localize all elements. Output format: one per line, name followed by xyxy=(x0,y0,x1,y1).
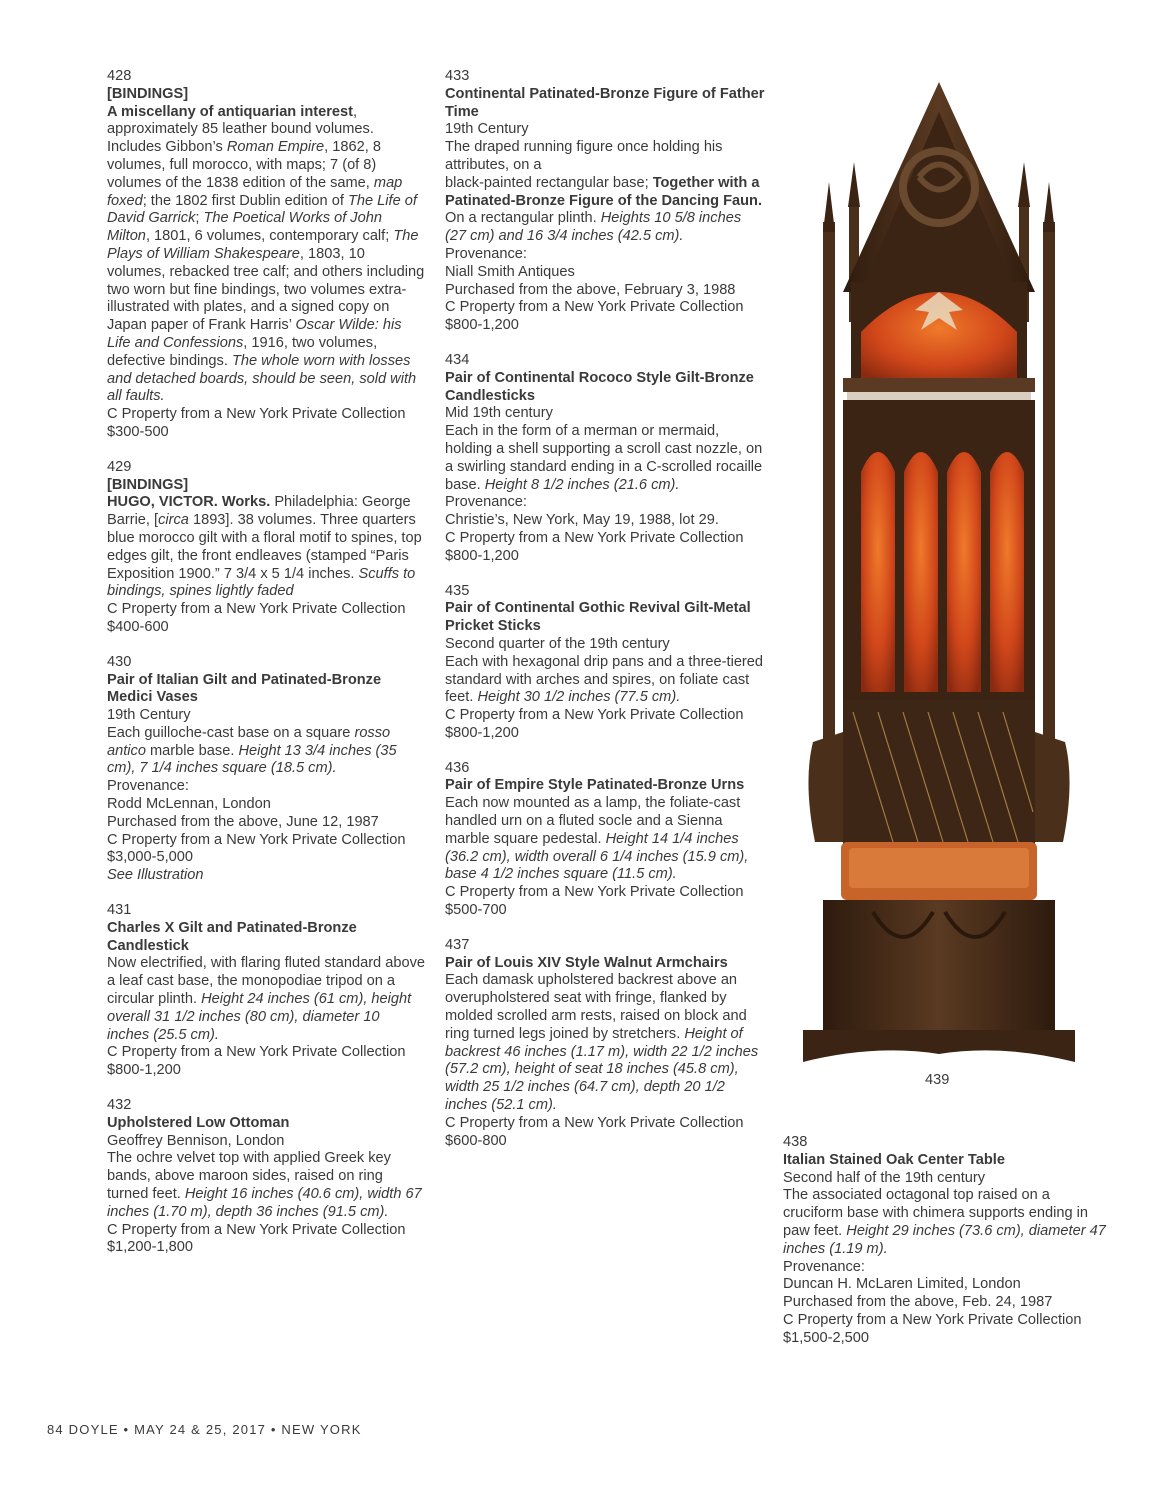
lot-title: Pair of Italian Gilt and Patinated-Bronze Medici Vases xyxy=(107,671,382,706)
description-italic: Height 29 inches (73.6 cm), diameter 47 inches (1.19 m). xyxy=(783,1222,1106,1257)
lot-estimate: $300-500 xyxy=(107,423,169,440)
lot-description xyxy=(445,654,765,707)
lot-estimate: $1,500-2,500 xyxy=(783,1329,870,1346)
lot-number: 434 xyxy=(445,351,470,368)
description-italic: The Plays of William Shakespeare xyxy=(107,228,419,262)
column-left xyxy=(107,68,425,1274)
description-text: The associated octagonal top raised on a cruciform base with chimera supports ending in paw feet. xyxy=(783,1187,1088,1239)
provenance-label: Provenance: xyxy=(445,494,527,511)
provenance-label: Provenance: xyxy=(445,245,527,262)
lot-description xyxy=(445,972,765,1114)
provenance-label: Provenance: xyxy=(107,778,189,795)
lot-estimate: $800-1,200 xyxy=(445,317,519,334)
lot-description xyxy=(445,423,765,494)
description-italic: rosso antico xyxy=(107,724,391,759)
description-italic: The whole worn with losses and detached boards, should be seen, sold with all faults. xyxy=(107,352,417,405)
lot-title: Pair of Continental Gothic Revival Gilt-Metal Pricket Sticks xyxy=(445,600,751,635)
lot-number: 437 xyxy=(445,936,470,953)
description-text: , 1862, 8 volumes, full morocco, with maps; 7 (of 8) volumes of the 1838 edition of the same, xyxy=(107,139,381,191)
description-text: The ochre velvet top with applied Greek key bands, above maroon sides, raised on ring turned feet. xyxy=(107,1150,391,1203)
description-italic: Height 13 3/4 inches (35 cm), 7 1/4 inches square (18.5 cm). xyxy=(107,742,397,777)
description-text: Philadelphia: George Barrie, [ xyxy=(107,494,411,529)
description-bold: Together with a Patinated-Bronze Figure of the Dancing Faun. xyxy=(445,174,763,209)
lot-number: 428 xyxy=(107,68,132,84)
lot-property: C Property from a New York Private Collection xyxy=(445,1114,744,1131)
description-italic: Height 24 inches (61 cm), height overall 31 1/2 inches (80 cm), diameter 10 inches (25.5 cm). xyxy=(107,991,412,1043)
lot-description xyxy=(107,1150,425,1221)
lot-title: Pair of Continental Rococo Style Gilt-Bronze Candlesticks xyxy=(445,369,754,404)
lot-property: C Property from a New York Private Collection xyxy=(445,707,744,724)
lot-436 xyxy=(445,760,765,920)
description-text: , 1801, 6 volumes, contemporary calf; xyxy=(145,228,394,245)
provenance-entry: Duncan H. McLaren Limited, London xyxy=(783,1276,1021,1293)
description-italic: Height 30 1/2 inches (77.5 cm). xyxy=(477,689,681,706)
lot-title: Charles X Gilt and Patinated-Bronze Candlestick xyxy=(107,919,357,954)
lot-property: C Property from a New York Private Collection xyxy=(107,406,406,423)
lot-description: The draped running figure once holding his attributes, on a xyxy=(445,139,723,173)
lot-number: 436 xyxy=(445,759,470,776)
lot-estimate: $1,200-1,800 xyxy=(107,1239,194,1256)
lot-note: See Illustration xyxy=(107,867,204,884)
description-italic: Height 8 1/2 inches (21.6 cm). xyxy=(484,476,680,493)
lot-429 xyxy=(107,459,425,637)
lot-title: Pair of Empire Style Patinated-Bronze Urns xyxy=(445,777,745,794)
lot-date: 19th Century xyxy=(445,121,529,138)
lot-433 xyxy=(445,68,765,335)
lot-property: C Property from a New York Private Collection xyxy=(445,299,744,316)
lot-description xyxy=(445,175,765,246)
lot-number: 438 xyxy=(783,1134,808,1150)
lot-title: Continental Patinated-Bronze Figure of Father Time xyxy=(445,85,765,120)
lot-description xyxy=(107,494,425,601)
description-text: , approximately 85 leather bound volumes. Includes Gibbon’s xyxy=(107,103,374,156)
illustration-caption: 439 xyxy=(925,1072,950,1088)
lot-number: 433 xyxy=(445,68,470,84)
lot-category: [BINDINGS] xyxy=(107,85,189,102)
lot-434 xyxy=(445,352,765,566)
description-text: black-painted rectangular base; xyxy=(445,174,653,191)
page-footer: 84 DOYLE • MAY 24 & 25, 2017 • NEW YORK xyxy=(47,1422,362,1437)
description-italic: Height 14 1/4 inches (36.2 cm), width overall 6 1/4 inches (15.9 cm), base 4 1/2 inches square (11.5 cm). xyxy=(445,830,749,883)
provenance-label: Provenance: xyxy=(783,1258,865,1275)
lot-437 xyxy=(445,937,765,1151)
lot-property: C Property from a New York Private Collection xyxy=(107,831,406,848)
lot-property: C Property from a New York Private Collection xyxy=(107,1044,406,1061)
description-text: Each in the form of a merman or mermaid, holding a shell supporting a scroll cast nozzle, on a swirling standard ending in a C-scrolled rocaille base. xyxy=(445,423,763,493)
lot-property: C Property from a New York Private Collection xyxy=(107,1221,406,1238)
description-text: marble base. xyxy=(145,742,239,759)
lot-property: C Property from a New York Private Collection xyxy=(445,529,744,546)
lot-estimate: $600-800 xyxy=(445,1132,507,1149)
lot-description xyxy=(445,795,765,884)
lot-435 xyxy=(445,583,765,743)
lot-estimate: $400-600 xyxy=(107,618,169,635)
lot-title: Upholstered Low Ottoman xyxy=(107,1114,290,1131)
lot-date: Second quarter of the 19th century xyxy=(445,635,670,652)
lot-date: 19th Century xyxy=(107,707,191,724)
description-italic: Scuffs to bindings, spines lightly faded xyxy=(107,565,416,600)
description-italic: circa xyxy=(158,512,189,529)
gothic-chair-illustration xyxy=(803,82,1075,1062)
description-text: Each guilloche-cast base on a square xyxy=(107,724,355,741)
lot-property: C Property from a New York Private Collection xyxy=(107,601,406,618)
provenance-entry: Rodd McLennan, London xyxy=(107,796,271,813)
description-italic: Oscar Wilde: his Life and Confessions xyxy=(107,317,402,351)
lot-maker: Geoffrey Bennison, London xyxy=(107,1132,285,1149)
lot-description xyxy=(107,955,425,1044)
seat-cushion xyxy=(841,842,1037,900)
lot-title: HUGO, VICTOR. Works. xyxy=(107,494,271,511)
lot-title: A miscellany of antiquarian interest xyxy=(107,103,353,120)
lot-description xyxy=(107,104,425,407)
provenance-entry: Purchased from the above, Feb. 24, 1987 xyxy=(783,1294,1053,1311)
description-italic: Heights 10 5/8 inches (27 cm) and 16 3/4 inches (42.5 cm). xyxy=(445,210,742,245)
lot-number: 431 xyxy=(107,902,132,919)
lot-estimate: $800-1,200 xyxy=(107,1062,181,1079)
column-middle xyxy=(445,68,765,1167)
lot-date: Mid 19th century xyxy=(445,405,553,422)
lot-description xyxy=(107,725,425,778)
lot-431 xyxy=(107,902,425,1080)
description-text: On a rectangular plinth. xyxy=(445,210,601,227)
chair-frame xyxy=(803,82,1075,1062)
description-italic: The Life of David Garrick xyxy=(107,192,417,227)
lot-428 xyxy=(107,68,425,442)
description-text: 1893]. 38 volumes. Three quarters blue morocco gilt with a floral motif to spines, top edges gilt, the front endleaves (stamped “Paris Exposition 1900.” 7 3/4 x 5 1/4 inches. xyxy=(107,512,422,582)
description-italic: map foxed xyxy=(107,174,403,209)
lot-description xyxy=(783,1187,1113,1258)
lot-number: 430 xyxy=(107,653,132,670)
lot-title: Italian Stained Oak Center Table xyxy=(783,1151,1005,1168)
provenance-entry: Purchased from the above, June 12, 1987 xyxy=(107,813,379,830)
description-text: Each damask upholstered backrest above an overupholstered seat with fringe, flanked by molded scrolled arm rests, raised on block and ring turned legs joined by stretchers. xyxy=(445,972,747,1042)
provenance-entry: Purchased from the above, February 3, 1988 xyxy=(445,281,736,298)
lot-estimate: $800-1,200 xyxy=(445,547,519,564)
lot-number: 432 xyxy=(107,1097,132,1114)
lot-estimate: $3,000-5,000 xyxy=(107,849,194,866)
description-text: , 1803, 10 volumes, rebacked tree calf; and others including two worn but fine bindings, two volumes extra-illustrated with plates, and a signed copy on Japan paper of Frank Harris’ xyxy=(107,245,425,334)
lot-category: [BINDINGS] xyxy=(107,476,189,493)
lot-estimate: $800-1,200 xyxy=(445,724,519,741)
description-italic: Height of backrest 46 inches (1.17 m), width 22 1/2 inches (57.2 cm), height of seat 18 inches (45.8 cm), width 25 1/2 inches (64.7 cm), depth 20 1/2 inches (52.1 cm). xyxy=(445,1025,759,1114)
description-text: Now electrified, with flaring fluted standard above a leaf cast base, the monopodiae tripod on a circular plinth. xyxy=(107,955,425,1008)
description-text: Each with hexagonal drip pans and a three-tiered standard with arches and spires, on foliate cast feet. xyxy=(445,653,764,706)
description-text: ; xyxy=(195,210,204,227)
description-text: ; the 1802 first Dublin edition of xyxy=(142,192,348,209)
lot-430 xyxy=(107,654,425,885)
provenance-entry: Niall Smith Antiques xyxy=(445,263,575,280)
lot-number: 429 xyxy=(107,458,132,475)
lot-estimate: $500-700 xyxy=(445,902,507,919)
lot-property: C Property from a New York Private Collection xyxy=(783,1311,1082,1328)
lot-date: Second half of the 19th century xyxy=(783,1169,986,1186)
column-right xyxy=(783,1134,1113,1365)
description-italic: Height 16 inches (40.6 cm), width 67 inches (1.70 m), depth 36 inches (91.5 cm). xyxy=(107,1186,422,1220)
description-text: Each now mounted as a lamp, the foliate-cast handled urn on a fluted socle and a Sienna marble square pedestal. xyxy=(445,795,741,847)
provenance-entry: Christie’s, New York, May 19, 1988, lot 29. xyxy=(445,512,719,529)
lot-number: 435 xyxy=(445,582,470,599)
lot-property: C Property from a New York Private Collection xyxy=(445,884,744,901)
lot-438 xyxy=(783,1134,1113,1348)
description-text: , 1916, two volumes, defective bindings. xyxy=(107,334,378,369)
lot-432 xyxy=(107,1097,425,1257)
description-italic: The Poetical Works of John Milton xyxy=(107,210,382,245)
description-italic: Roman Empire xyxy=(226,139,325,156)
lot-title: Pair of Louis XIV Style Walnut Armchairs xyxy=(445,954,728,971)
